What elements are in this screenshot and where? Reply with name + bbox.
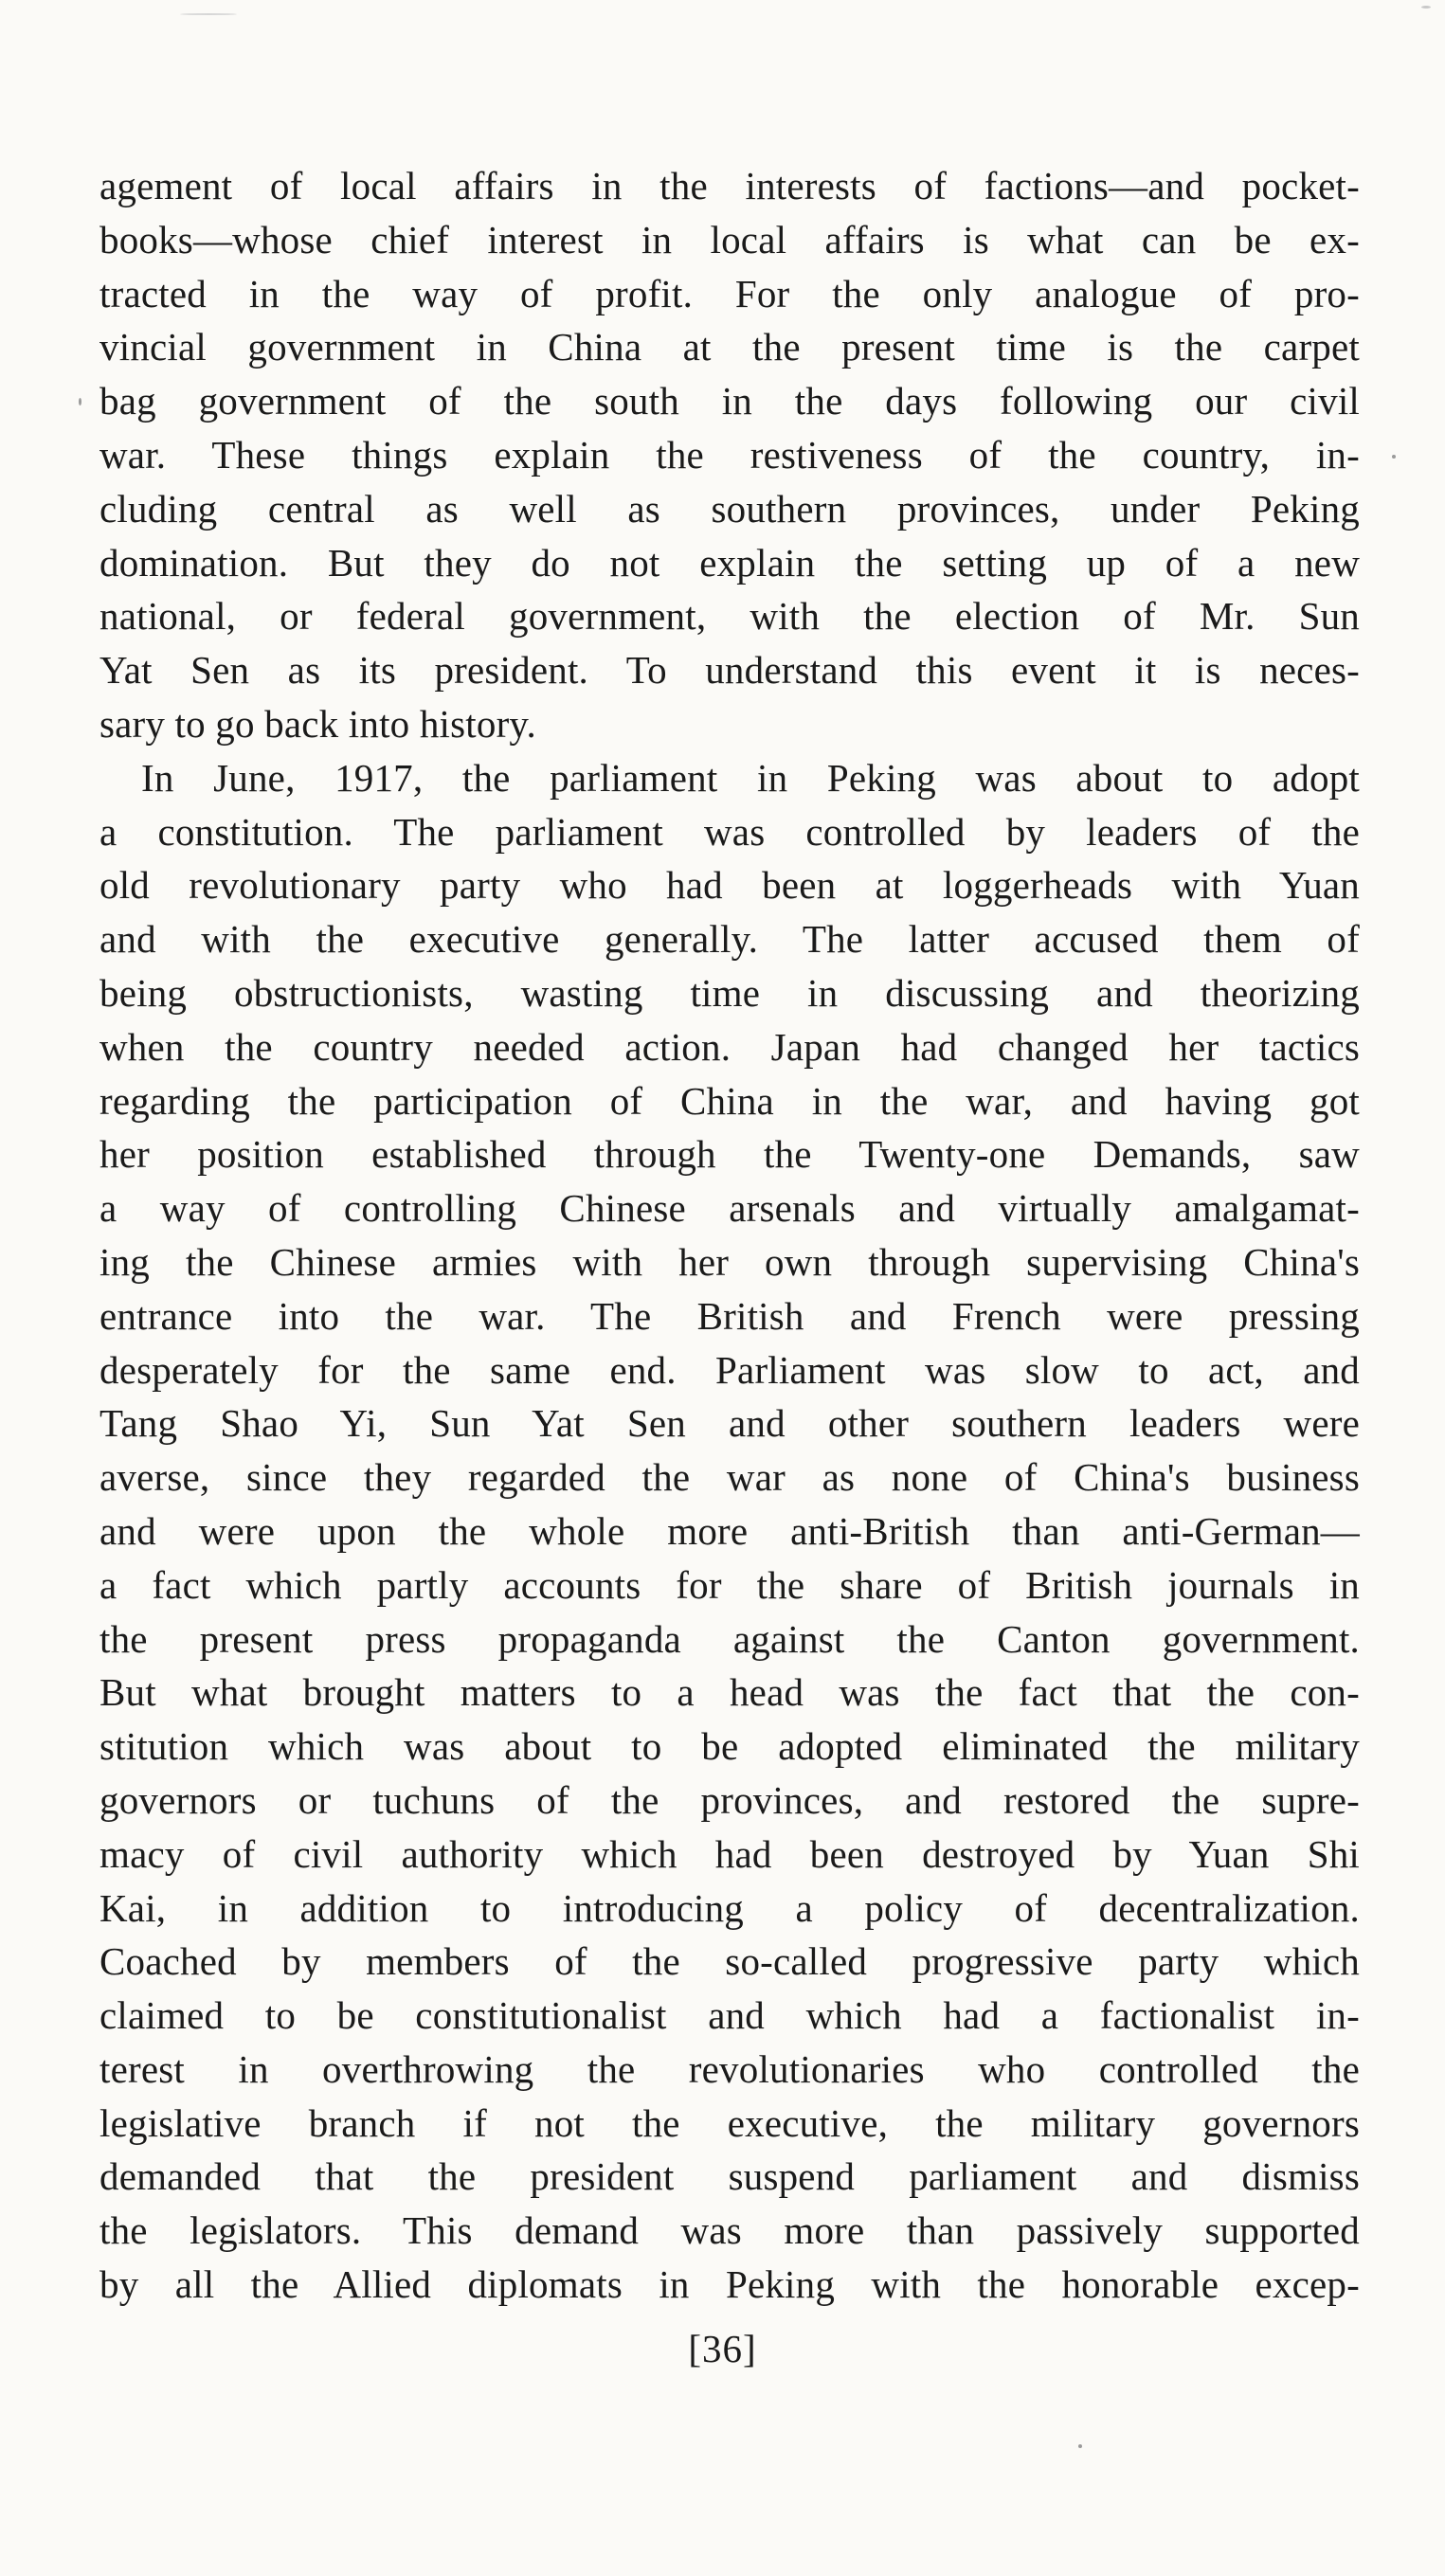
text-line: macy of civil authority which had been destroyed by Yuan Shi — [99, 1831, 1360, 1876]
body-text — [99, 159, 1360, 2312]
text-line: bag government of the south in the days following our civil — [99, 379, 1360, 423]
paper-speck — [180, 13, 237, 15]
text-line: In June, 1917, the parliament in Peking was about to adopt — [141, 755, 1360, 800]
text-line: books—whose chief interest in local affairs is what can be ex- — [99, 217, 1360, 261]
text-line: Coached by members of the so-called progressive party which — [99, 1939, 1360, 1984]
text-line: claimed to be constitutionalist and which had a factionalist in- — [99, 1993, 1360, 2038]
text-line: domination. But they do not explain the setting up of a new — [99, 540, 1360, 585]
text-line: stitution which was about to be adopted eliminated the military — [99, 1724, 1360, 1769]
text-line: ing the Chinese armies with her own through supervising China's — [99, 1239, 1360, 1284]
text-line: Yat Sen as its president. To understand this event it is neces- — [99, 648, 1360, 693]
text-line: a constitution. The parliament was controlled by leaders of the — [99, 809, 1360, 854]
paper-speck — [1421, 6, 1431, 9]
text-line: a way of controlling Chinese arsenals and virtually amalgamat- — [99, 1186, 1360, 1231]
text-line: Kai, in addition to introducing a policy of decentralization. — [99, 1885, 1360, 1930]
text-line: vincial government in China at the present time is the carpet — [99, 325, 1360, 369]
text-line: national, or federal government, with the election of Mr. Sun — [99, 594, 1360, 639]
page-number: [36] — [688, 2327, 757, 2370]
text-line: her position established through the Twenty-one Demands, saw — [99, 1132, 1360, 1177]
text-line: sary to go back into history. — [99, 701, 536, 746]
text-line: and with the executive generally. The latter accused them of — [99, 917, 1360, 962]
paragraph-continuation — [99, 159, 1360, 751]
text-line: legislative branch if not the executive, the military governors — [99, 2100, 1360, 2145]
paper-speck — [79, 398, 81, 405]
paper-speck — [1078, 2444, 1082, 2448]
text-line: regarding the participation of China in the war, and having got — [99, 1078, 1360, 1123]
text-line: But what brought matters to a head was the fact that the con- — [99, 1670, 1360, 1715]
text-line: entrance into the war. The British and French were pressing — [99, 1293, 1360, 1338]
paper-speck — [1392, 455, 1396, 459]
text-line: agement of local affairs in the interests of factions—and pocket- — [99, 164, 1360, 207]
paragraph-second — [99, 751, 1360, 2312]
text-line: averse, since they regarded the war as none of China's business — [99, 1455, 1360, 1500]
text-line: demanded that the president suspend parliament and dismiss — [99, 2154, 1360, 2199]
text-line: by all the Allied diplomats in Peking with the honorable excep- — [99, 2262, 1360, 2307]
text-line: a fact which partly accounts for the share of British journals in — [99, 1562, 1360, 1607]
text-line: Tang Shao Yi, Sun Yat Sen and other southern leaders were — [99, 1401, 1360, 1446]
text-line: when the country needed action. Japan had changed her tactics — [99, 1024, 1360, 1069]
text-line: governors or tuchuns of the provinces, and restored the supre- — [99, 1777, 1360, 1822]
text-line: terest in overthrowing the revolutionaries who controlled the — [99, 2046, 1360, 2091]
text-line: war. These things explain the restiveness of the country, in- — [99, 432, 1360, 477]
text-line: tracted in the way of profit. For the only analogue of pro- — [99, 271, 1360, 315]
text-line: cluding central as well as southern provinces, under Peking — [99, 486, 1360, 531]
text-line: the present press propaganda against the Canton government. — [99, 1616, 1360, 1661]
text-line: desperately for the same end. Parliament was slow to act, and — [99, 1347, 1360, 1392]
text-line: old revolutionary party who had been at loggerheads with Yuan — [99, 863, 1360, 908]
text-line: being obstructionists, wasting time in discussing and theorizing — [99, 970, 1360, 1015]
text-line: the legislators. This demand was more than passively supported — [99, 2208, 1360, 2253]
text-line: and were upon the whole more anti-British than anti-German— — [99, 1508, 1360, 1553]
